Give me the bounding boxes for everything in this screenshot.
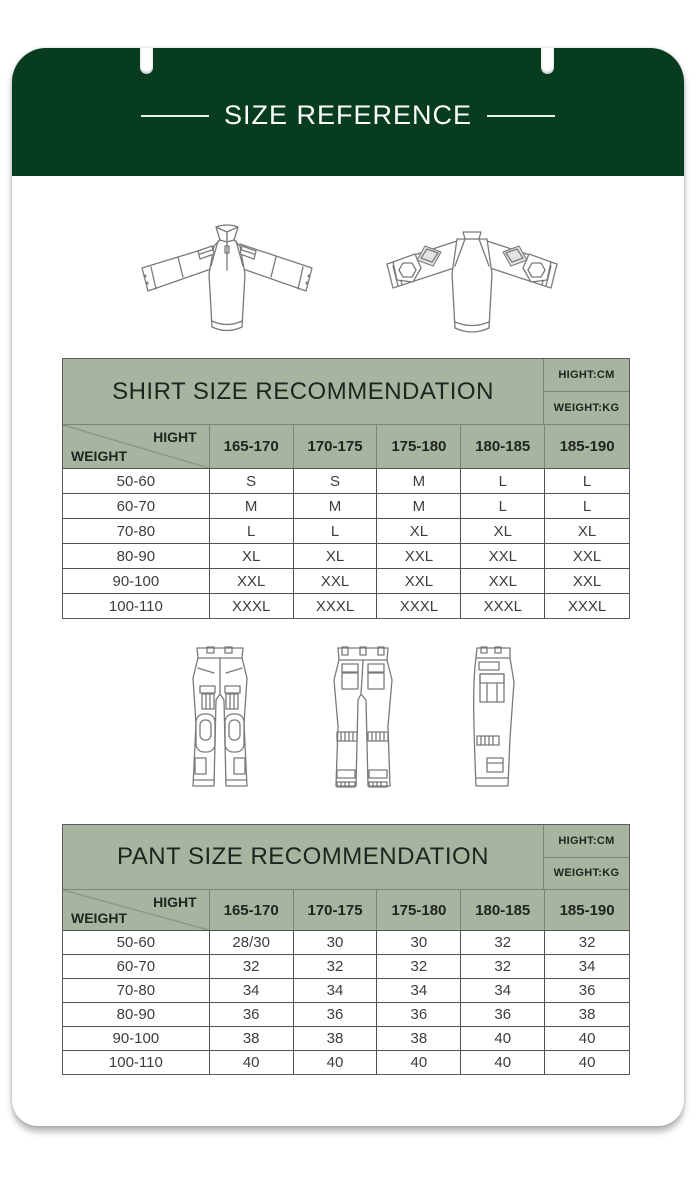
weight-range-cell: 90-100 xyxy=(63,1027,210,1050)
table-row xyxy=(63,930,629,954)
table-row xyxy=(63,1026,629,1050)
size-value-cell: 32 xyxy=(461,931,545,954)
size-value-cell: XXXL xyxy=(377,594,461,618)
size-value-cell: L xyxy=(582,472,592,490)
size-value-cell: 34 xyxy=(294,979,378,1002)
height-range-header: 170-175 xyxy=(294,425,378,468)
size-value-cell: 40 xyxy=(294,1051,378,1074)
unit-height-label: HIGHT:CM xyxy=(558,834,615,847)
size-value-cell: XXXL xyxy=(567,597,607,615)
table-row xyxy=(63,1050,629,1074)
size-value-cell: 40 xyxy=(377,1051,461,1074)
size-value-cell: 34 xyxy=(377,979,461,1002)
combat-shirt-front-drawing xyxy=(142,225,312,331)
corner-cell xyxy=(63,890,210,930)
unit-weight-label: WEIGHT:KG xyxy=(544,857,629,890)
weight-range-cell: 70-80 xyxy=(63,979,210,1002)
weight-range-cell: 50-60 xyxy=(63,469,210,493)
size-value-cell: XL xyxy=(294,544,378,568)
unit-cells xyxy=(544,359,629,424)
height-range-header: 165-170 xyxy=(210,890,294,930)
combat-pants-drawings xyxy=(184,644,526,792)
shirt-table-header xyxy=(63,359,629,424)
pant-size-table xyxy=(62,824,630,1075)
size-value-cell: 38 xyxy=(210,1027,294,1050)
weight-range-cell: 50-60 xyxy=(63,931,210,954)
shirt-column-header-row xyxy=(63,424,629,468)
size-value-cell: M xyxy=(210,494,294,518)
height-range-header: 180-185 xyxy=(461,890,545,930)
weight-range-cell: 60-70 xyxy=(63,955,210,978)
size-value-cell: 34 xyxy=(461,979,545,1002)
size-value-cell: 30 xyxy=(377,931,461,954)
table-row xyxy=(63,543,629,568)
size-value-cell: XL xyxy=(577,522,597,540)
pant-table-body xyxy=(63,930,629,1074)
table-row xyxy=(63,954,629,978)
shirt-size-table xyxy=(62,358,630,619)
weight-range-cell: 80-90 xyxy=(63,544,210,568)
weight-range-cell: 100-110 xyxy=(63,594,210,618)
pant-table-title: PANT SIZE RECOMMENDATION xyxy=(63,825,544,889)
combat-pants-front-drawing xyxy=(193,647,247,786)
size-value-cell: XXL xyxy=(461,544,545,568)
hang-slit-right xyxy=(541,48,554,74)
size-value-cell: M xyxy=(294,494,378,518)
corner-cell xyxy=(63,425,210,468)
size-value-cell: 30 xyxy=(294,931,378,954)
header-banner xyxy=(12,48,684,176)
table-row xyxy=(63,1002,629,1026)
height-range-header: 180-185 xyxy=(461,425,545,468)
banner-title-row xyxy=(12,100,684,131)
size-value-cell: 40 xyxy=(210,1051,294,1074)
weight-range-cell: 100-110 xyxy=(63,1051,210,1074)
size-value-cell: XXL xyxy=(377,569,461,593)
height-range-header: 175-180 xyxy=(377,890,461,930)
size-value-cell: M xyxy=(377,469,461,493)
height-range-header: 165-170 xyxy=(210,425,294,468)
size-value-cell: 28/30 xyxy=(210,931,294,954)
size-value-cell: 38 xyxy=(578,1006,596,1023)
pants-figures xyxy=(184,644,526,797)
size-value-cell: 34 xyxy=(578,958,596,975)
size-value-cell: 36 xyxy=(461,1003,545,1026)
size-value-cell: XXL xyxy=(461,569,545,593)
hang-slit-left xyxy=(140,48,153,74)
pant-column-header-row xyxy=(63,889,629,930)
size-value-cell: 32 xyxy=(377,955,461,978)
table-row xyxy=(63,978,629,1002)
size-value-cell: 32 xyxy=(578,934,596,951)
size-value-cell: 40 xyxy=(578,1030,596,1047)
unit-cells xyxy=(544,825,629,889)
size-value-cell: M xyxy=(377,494,461,518)
size-value-cell: XXL xyxy=(572,572,602,590)
unit-height-label: HIGHT:CM xyxy=(558,369,615,381)
table-row xyxy=(63,568,629,593)
weight-range-cell: 60-70 xyxy=(63,494,210,518)
size-value-cell: XXL xyxy=(572,547,602,565)
corner-weight-label: WEIGHT xyxy=(71,448,127,464)
corner-weight-label: WEIGHT xyxy=(71,910,127,926)
size-value-cell: XL xyxy=(210,544,294,568)
size-value-cell: 32 xyxy=(294,955,378,978)
table-row xyxy=(63,593,629,618)
size-value-cell: 38 xyxy=(377,1027,461,1050)
size-value-cell: XXXL xyxy=(461,594,545,618)
size-value-cell: XL xyxy=(377,519,461,543)
size-card xyxy=(12,48,684,1126)
title-dash-left xyxy=(141,115,209,117)
size-value-cell: XXL xyxy=(294,569,378,593)
title-dash-right xyxy=(487,115,555,117)
size-value-cell: XXXL xyxy=(210,594,294,618)
shirt-figures xyxy=(122,224,582,353)
size-value-cell: 36 xyxy=(377,1003,461,1026)
corner-height-label: HIGHT xyxy=(153,894,197,910)
size-value-cell: L xyxy=(294,519,378,543)
weight-range-cell: 80-90 xyxy=(63,1003,210,1026)
size-value-cell: 32 xyxy=(210,955,294,978)
size-value-cell: 40 xyxy=(461,1027,545,1050)
combat-pants-side-drawing xyxy=(474,647,514,786)
table-row xyxy=(63,468,629,493)
size-value-cell: 36 xyxy=(294,1003,378,1026)
shirt-table-title: SHIRT SIZE RECOMMENDATION xyxy=(63,359,544,424)
size-value-cell: 36 xyxy=(578,982,596,999)
height-range-header: 175-180 xyxy=(377,425,461,468)
corner-height-label: HIGHT xyxy=(153,429,197,445)
weight-range-cell: 70-80 xyxy=(63,519,210,543)
size-value-cell: L xyxy=(210,519,294,543)
size-value-cell: 32 xyxy=(461,955,545,978)
combat-shirt-drawings xyxy=(122,224,582,348)
size-value-cell: 34 xyxy=(210,979,294,1002)
pant-table-header xyxy=(63,825,629,889)
size-value-cell: XXXL xyxy=(294,594,378,618)
size-value-cell: 40 xyxy=(461,1051,545,1074)
combat-pants-back-drawing xyxy=(334,647,392,787)
page-title: SIZE REFERENCE xyxy=(223,100,473,130)
size-value-cell: L xyxy=(461,469,545,493)
height-range-header: 185-190 xyxy=(559,438,615,455)
weight-range-cell: 90-100 xyxy=(63,569,210,593)
combat-shirt-back-drawing xyxy=(387,232,557,332)
size-value-cell: L xyxy=(461,494,545,518)
size-value-cell: 38 xyxy=(294,1027,378,1050)
height-range-header: 170-175 xyxy=(294,890,378,930)
shirt-table-body xyxy=(63,468,629,618)
height-range-header: 185-190 xyxy=(559,901,615,919)
size-value-cell: S xyxy=(294,469,378,493)
size-value-cell: XXL xyxy=(210,569,294,593)
size-value-cell: XL xyxy=(461,519,545,543)
table-row xyxy=(63,493,629,518)
size-value-cell: 40 xyxy=(578,1054,596,1071)
unit-weight-label: WEIGHT:KG xyxy=(544,391,629,424)
size-value-cell: 36 xyxy=(210,1003,294,1026)
table-row xyxy=(63,518,629,543)
size-value-cell: L xyxy=(582,497,592,515)
size-value-cell: S xyxy=(210,469,294,493)
size-value-cell: XXL xyxy=(377,544,461,568)
